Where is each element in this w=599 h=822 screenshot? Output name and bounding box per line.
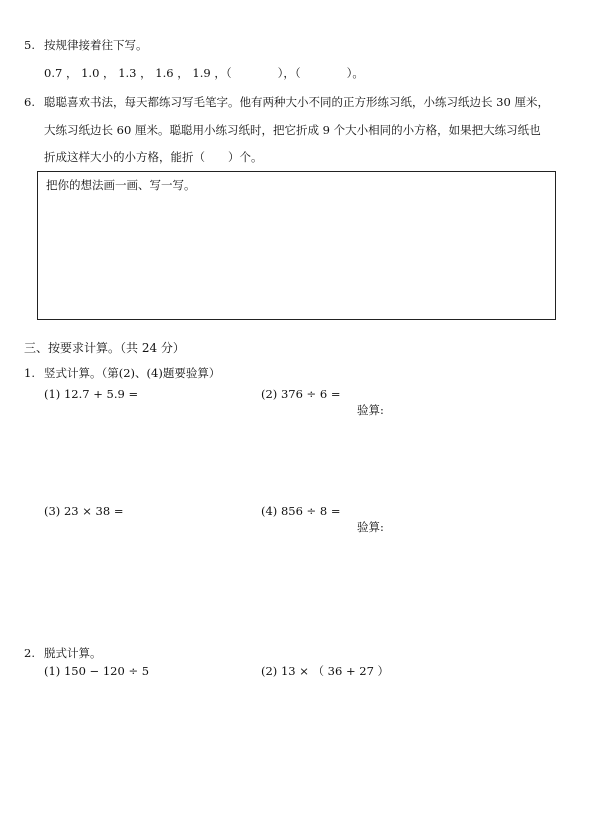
calc-1-problem-4: (4) 856 ÷ 8 = bbox=[261, 504, 341, 518]
calc-2-number: 2. bbox=[24, 646, 35, 660]
calc-1-problem-2: (2) 376 ÷ 6 = bbox=[261, 387, 341, 401]
calc-1-number: 1. bbox=[24, 366, 35, 380]
question-6-line-3: 折成这样大小的小方格，能折（ ）个。 bbox=[44, 150, 263, 164]
section-3-heading: 三、按要求计算。（共 24 分） bbox=[24, 341, 185, 355]
calc-2-problem-1: (1) 150 − 120 ÷ 5 bbox=[44, 664, 150, 678]
calc-1-problem-3: (3) 23 × 38 = bbox=[44, 504, 124, 518]
question-5-number: 5. bbox=[24, 38, 35, 52]
calc-2-problem-2: (2) 13 × （ 36 + 27 ） bbox=[261, 664, 390, 678]
calc-2-title: 脱式计算。 bbox=[44, 646, 102, 660]
check-label-2: 验算: bbox=[357, 520, 384, 534]
calc-1-title: 竖式计算。（第(2)、(4)题要验算） bbox=[44, 366, 221, 380]
question-6-line-2: 大练习纸边长 60 厘米。聪聪用小练习纸时，把它折成 9 个大小相同的小方格，如果把大练习纸也 bbox=[44, 123, 541, 137]
check-label-1: 验算: bbox=[357, 403, 384, 417]
question-5-sequence: 0.7 ， 1.0 ， 1.3 ， 1.6 ， 1.9 ，（ ），（ ）。 bbox=[44, 66, 364, 80]
question-5-text: 按规律接着往下写。 bbox=[44, 38, 148, 52]
question-6-number: 6. bbox=[24, 95, 35, 109]
answer-box-prompt: 把你的想法画一画、写一写。 bbox=[46, 178, 196, 192]
question-6-line-1: 聪聪喜欢书法，每天都练习写毛笔字。他有两种大小不同的正方形练习纸，小练习纸边长 30 厘米， bbox=[44, 95, 549, 109]
calc-1-problem-1: (1) 12.7 + 5.9 = bbox=[44, 387, 139, 401]
answer-drawing-box[interactable] bbox=[37, 171, 556, 320]
